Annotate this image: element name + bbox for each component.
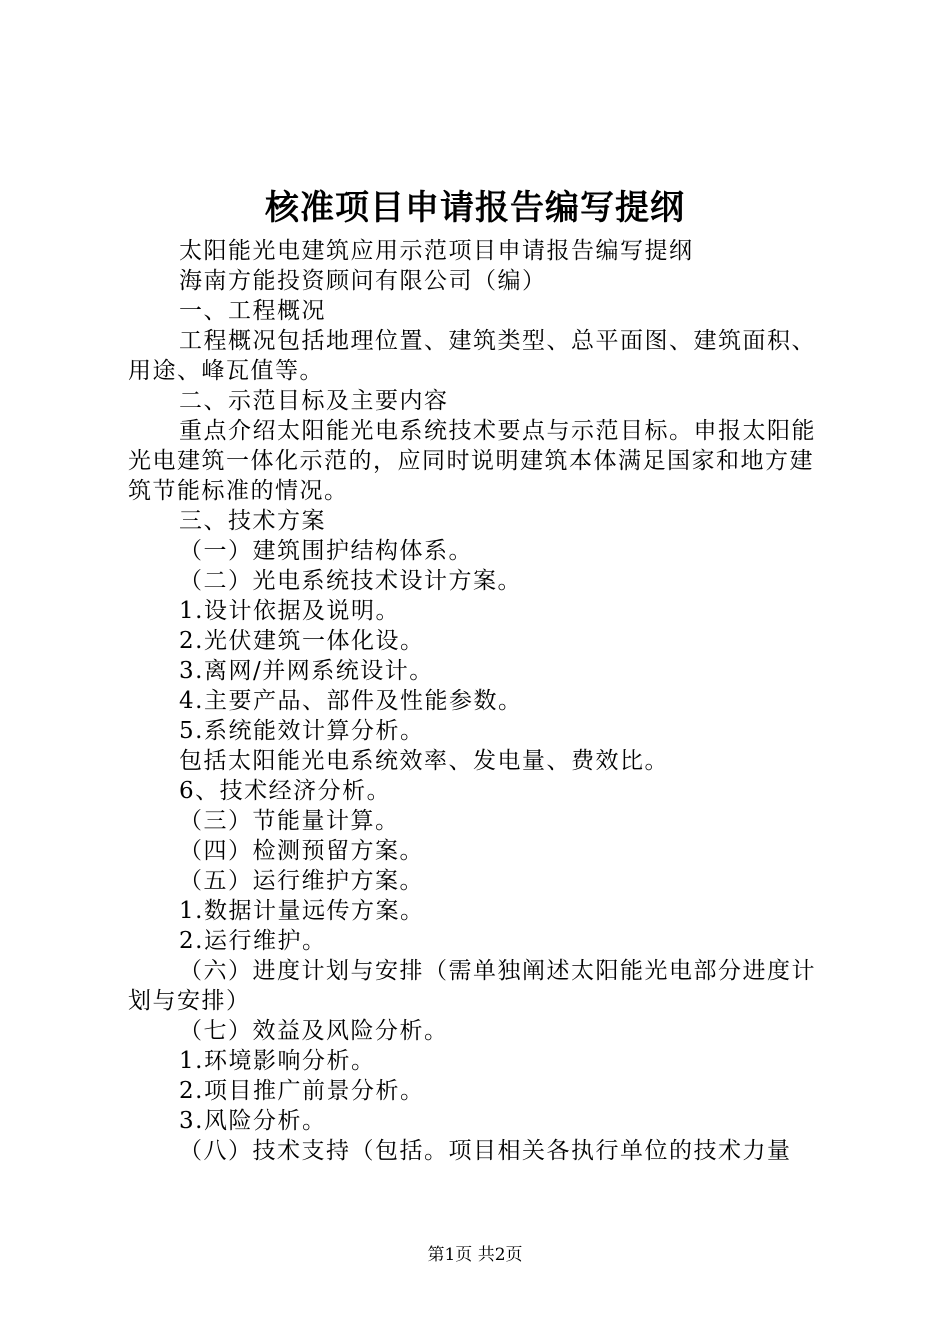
body-paragraph: 2.运行维护。 [179, 928, 327, 954]
body-paragraph: 3.离网/并网系统设计。 [179, 658, 434, 684]
body-paragraph: 二、示范目标及主要内容 [179, 388, 449, 414]
body-paragraph: 一、工程概况 [179, 298, 326, 324]
body-paragraph: （五）运行维护方案。 [179, 868, 424, 894]
body-paragraph: 太阳能光电建筑应用示范项目申请报告编写提纲 [179, 238, 694, 264]
body-paragraph: （七）效益及风险分析。 [179, 1018, 449, 1044]
body-paragraph: （一）建筑围护结构体系。 [179, 538, 473, 564]
body-paragraph: （三）节能量计算。 [179, 808, 400, 834]
body-paragraph: 重点介绍太阳能光电系统技术要点与示范目标。申报太阳能光电建筑一体化示范的，应同时说明建筑本体满足国家和地方建筑节能标准的情况。 [128, 418, 816, 504]
body-paragraph: （二）光电系统技术设计方案。 [179, 568, 522, 594]
body-paragraph: 2.光伏建筑一体化设。 [179, 628, 425, 654]
body-paragraph: 三、技术方案 [179, 508, 326, 534]
body-paragraph: 5.系统能效计算分析。 [179, 718, 425, 744]
body-paragraph: 包括太阳能光电系统效率、发电量、费效比。 [179, 748, 669, 774]
page-footer: 第1页 共2页 [427, 1245, 523, 1265]
document-body [128, 236, 838, 1166]
body-paragraph: 2.项目推广前景分析。 [179, 1078, 425, 1104]
body-paragraph: （八）技术支持（包括。项目相关各执行单位的技术力量 [179, 1138, 792, 1164]
body-paragraph: （六）进度计划与安排（需单独阐述太阳能光电部分进度计划与安排） [128, 958, 816, 1014]
body-paragraph: 1.环境影响分析。 [179, 1048, 376, 1074]
body-paragraph: 海南方能投资顾问有限公司（编） [179, 268, 547, 294]
document-title: 核准项目申请报告编写提纲 [265, 188, 685, 228]
body-paragraph: 1.设计依据及说明。 [179, 598, 400, 624]
body-paragraph: （四）检测预留方案。 [179, 838, 424, 864]
body-paragraph: 6、技术经济分析。 [179, 778, 392, 804]
body-paragraph: 工程概况包括地理位置、建筑类型、总平面图、建筑面积、用途、峰瓦值等。 [128, 328, 816, 384]
body-paragraph: 3.风险分析。 [179, 1108, 327, 1134]
body-paragraph: 1.数据计量远传方案。 [179, 898, 425, 924]
body-paragraph: 4.主要产品、部件及性能参数。 [179, 688, 523, 714]
